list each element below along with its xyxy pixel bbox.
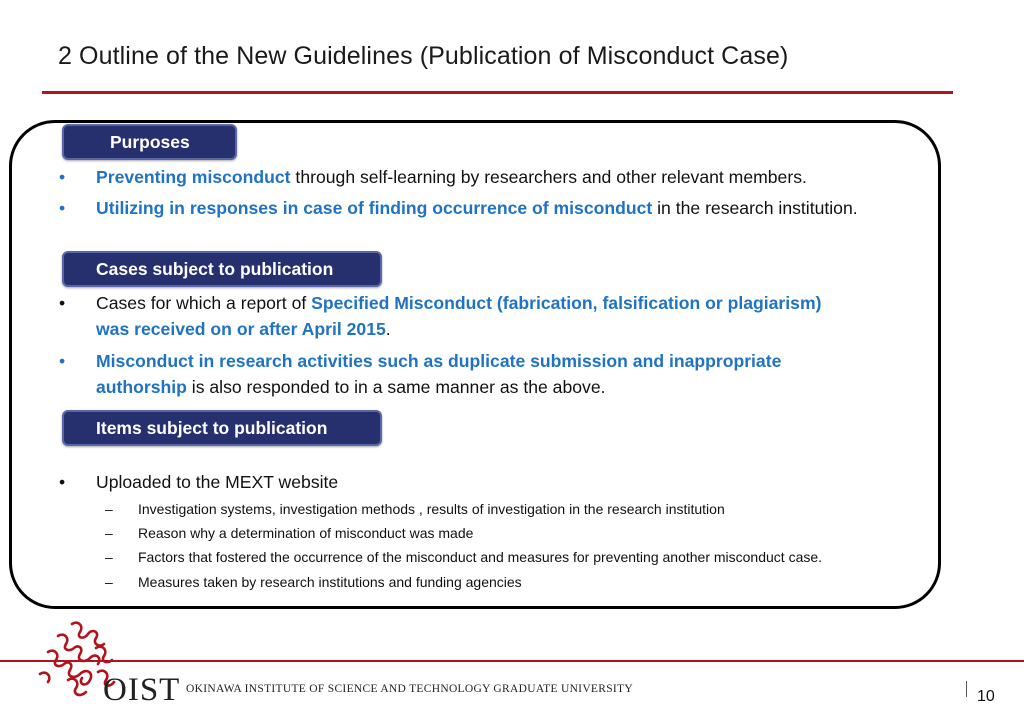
body-text: Cases for which a report of [96,293,312,313]
cases-header: Cases subject to publication [62,251,382,287]
bullet-icon: • [59,351,66,371]
body-text: Uploaded to the MEXT website [96,472,339,492]
sub-item-text: Reason why a determination of misconduct was made [138,525,474,541]
body-text: . [385,319,391,339]
bullet-icon: • [59,198,66,218]
highlight-text: Utilizing in responses in case of finding occurrence of misconduct [96,198,653,218]
body-text: through self-learning by researchers and other relevant members. [290,167,807,187]
page-number-divider [966,681,967,697]
body-text: in the research institution. [652,198,858,218]
highlight-text: was received on or after April 2015 [96,319,386,339]
dash-icon: – [105,549,113,565]
title-divider [42,91,953,94]
purposes-header: Purposes [62,124,237,160]
sub-item-text: Investigation systems, investigation methods , results of investigation in the research institution [138,501,725,517]
highlight-text: Specified Misconduct (fabrication, falsification or plagiarism) [311,293,822,313]
highlight-text: Misconduct in research activities such as duplicate submission and inappropriate [96,351,782,371]
dash-icon: – [105,574,113,590]
body-text: is also responded to in a same manner as the above. [186,377,606,397]
bullet-icon: • [59,293,66,313]
page-number: 10 [977,688,995,705]
dash-icon: – [105,501,113,517]
sub-item-text: Measures taken by research institutions and funding agencies [138,574,522,590]
dash-icon: – [105,525,113,541]
highlight-text: Preventing misconduct [96,167,291,187]
sub-item-text: Factors that fostered the occurrence of the misconduct and measures for preventing another misconduct case. [138,549,823,565]
institution-name: OKINAWA INSTITUTE OF SCIENCE AND TECHNOLOGY GRADUATE UNIVERSITY [186,683,633,695]
oist-logo-text: OIST [103,672,181,708]
items-header: Items subject to publication [62,410,382,446]
bullet-icon: • [59,472,66,492]
slide-title: 2 Outline of the New Guidelines (Publication of Misconduct Case) [58,42,789,70]
highlight-text: authorship [96,377,187,397]
bullet-icon: • [59,167,66,187]
footer-divider [0,660,1024,662]
